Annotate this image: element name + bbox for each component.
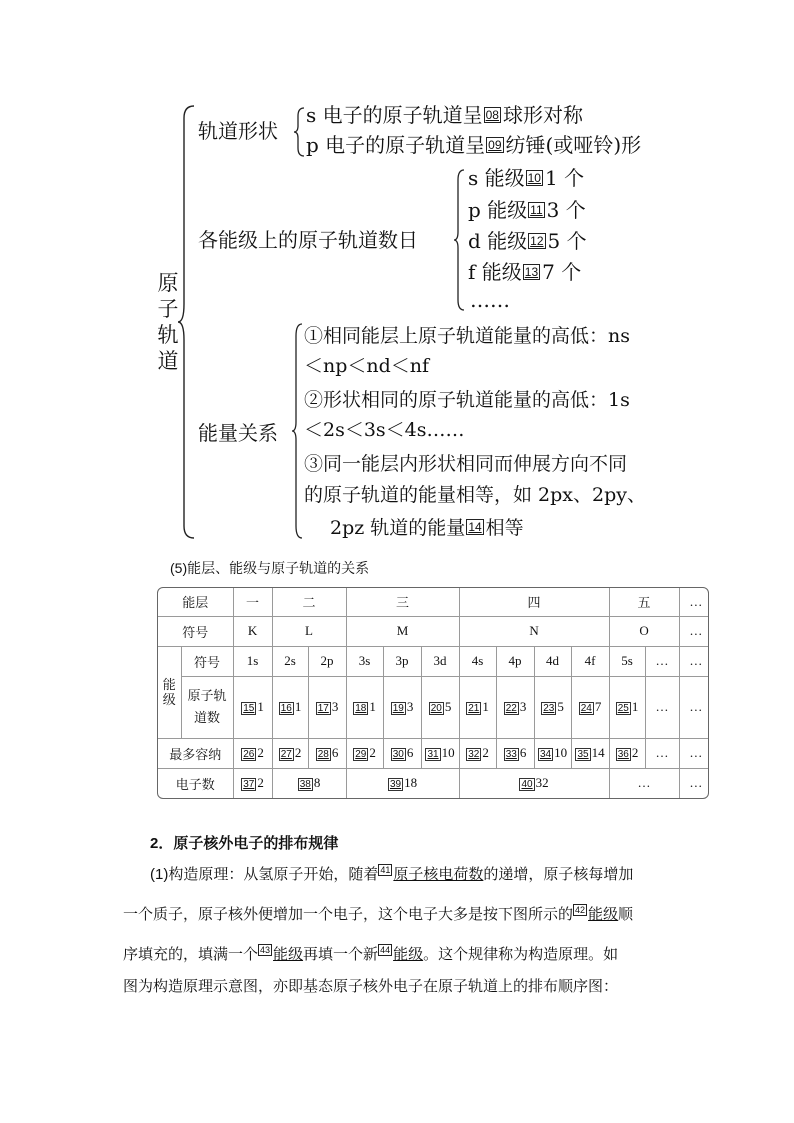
orbital-cell: …	[679, 676, 709, 738]
th-max: 最多容纳	[158, 738, 233, 768]
orbital-cell: 17 3	[308, 676, 346, 738]
section2-para-line-4: 图为构造原理示意图，亦即基态原子核外电子在原子轨道上的排布顺序图：	[123, 978, 619, 995]
shape-brace	[292, 106, 306, 158]
energy-line-5: ③同一能层内形状相同而伸展方向不同	[304, 453, 628, 475]
th-orbitals: 原子轨道数	[181, 676, 233, 738]
sub-symbol-cell: …	[679, 646, 709, 676]
sub-symbol-cell: 4d	[534, 646, 571, 676]
layer-cell: 五	[609, 588, 679, 616]
sub-symbol-cell: 1s	[233, 646, 272, 676]
energy-label: 能量关系	[198, 421, 278, 445]
max-cell: 30 6	[383, 738, 421, 768]
symbol-cell: L	[272, 616, 346, 646]
orbital-cell: 23 5	[534, 676, 571, 738]
symbol-cell: M	[346, 616, 459, 646]
count-label: 各能级上的原子轨道数日	[198, 228, 418, 252]
energy-line-1: ①相同能层上原子轨道能量的高低：ns	[304, 325, 630, 347]
energy-line-6: 的原子轨道的能量相等，如 2px、2py、	[304, 484, 646, 506]
section2-para-line-1: (1)构造原理：从氢原子开始，随着 41 原子核电荷数的递增，原子核每增加	[150, 865, 634, 883]
count-more: ……	[470, 288, 510, 312]
count-brace	[452, 168, 466, 312]
orbital-cell: 25 1	[609, 676, 645, 738]
max-cell: 32 2	[459, 738, 496, 768]
sub-symbol-cell: 2s	[272, 646, 308, 676]
max-cell: 29 2	[346, 738, 383, 768]
th-layer: 能层	[158, 588, 233, 616]
layer-cell: 一	[233, 588, 272, 616]
orbital-cell: …	[645, 676, 679, 738]
sub-symbol-cell: 3s	[346, 646, 383, 676]
root-label: 原子轨道	[157, 271, 179, 373]
symbol-cell: O	[609, 616, 679, 646]
energy-line-2: ＜np＜nd＜nf	[304, 355, 430, 377]
energy-brace	[290, 322, 304, 540]
max-cell: 34 10	[534, 738, 571, 768]
section2-title: 2．原子核外电子的排布规律	[150, 835, 339, 852]
shape-s-line: s 电子的原子轨道呈 08 球形对称	[306, 103, 583, 127]
orbital-cell: 20 5	[421, 676, 459, 738]
orbital-cell: 21 1	[459, 676, 496, 738]
max-cell: …	[679, 738, 709, 768]
shell-level-table	[157, 587, 709, 799]
section2-para-line-3: 序填充的，填满一个 43 能级再填一个新 44 能级。这个规律称为构造原理。如	[123, 945, 619, 963]
layer-max-cell: …	[609, 768, 679, 798]
orbital-cell: 24 7	[571, 676, 609, 738]
energy-line-4: ＜2s＜3s＜4s……	[304, 419, 465, 441]
sub-symbol-cell: 3d	[421, 646, 459, 676]
orbital-cell: 15 1	[233, 676, 272, 738]
symbol-cell: …	[679, 616, 709, 646]
layer-max-cell: …	[679, 768, 709, 798]
layer-cell: 二	[272, 588, 346, 616]
th-symbol: 符号	[158, 616, 233, 646]
orbital-cell: 16 1	[272, 676, 308, 738]
symbol-cell: N	[459, 616, 609, 646]
max-cell: 27 2	[272, 738, 308, 768]
layer-max-cell: 40 32	[459, 768, 609, 798]
section-title: (5)能层、能级与原子轨道的关系	[170, 560, 370, 576]
layer-cell: 四	[459, 588, 609, 616]
max-cell: …	[645, 738, 679, 768]
max-cell: 35 14	[571, 738, 609, 768]
orbital-cell: 19 3	[383, 676, 421, 738]
sub-symbol-cell: 4f	[571, 646, 609, 676]
count-d-line: d 能级 12 5 个	[468, 229, 587, 253]
sub-symbol-cell: 5s	[609, 646, 645, 676]
energy-line-7: 2pz 轨道的能量 14 相等	[330, 517, 524, 539]
max-cell: 33 6	[496, 738, 534, 768]
max-cell: 26 2	[233, 738, 272, 768]
symbol-cell: K	[233, 616, 272, 646]
count-p-line: p 能级 11 3 个	[468, 198, 586, 222]
sub-symbol-cell: 4p	[496, 646, 534, 676]
th-sub-symbol: 符号	[181, 646, 233, 676]
layer-max-cell: 39 18	[346, 768, 459, 798]
sub-symbol-cell: …	[645, 646, 679, 676]
shape-p-line: p 电子的原子轨道呈 09 纺锤(或哑铃)形	[306, 133, 642, 157]
th-level: 能级	[158, 646, 181, 738]
layer-cell: …	[679, 588, 709, 616]
orbital-cell: 22 3	[496, 676, 534, 738]
sub-symbol-cell: 2p	[308, 646, 346, 676]
layer-cell: 三	[346, 588, 459, 616]
energy-line-3: ②形状相同的原子轨道能量的高低：1s	[304, 389, 630, 411]
count-s-line: s 能级 10 1 个	[468, 166, 585, 190]
orbital-cell: 18 1	[346, 676, 383, 738]
count-f-line: f 能级 13 7 个	[468, 260, 582, 284]
sub-symbol-cell: 4s	[459, 646, 496, 676]
max-cell: 36 2	[609, 738, 645, 768]
shape-label: 轨道形状	[198, 119, 278, 143]
max-cell: 28 6	[308, 738, 346, 768]
layer-max-cell: 38 8	[272, 768, 346, 798]
th-electrons: 电子数	[158, 768, 233, 798]
sub-symbol-cell: 3p	[383, 646, 421, 676]
max-cell: 31 10	[421, 738, 459, 768]
layer-max-cell: 37 2	[233, 768, 272, 798]
section2-para-line-2: 一个质子，原子核外便增加一个电子，这个电子大多是按下图所示的 42 能级顺	[123, 905, 634, 923]
